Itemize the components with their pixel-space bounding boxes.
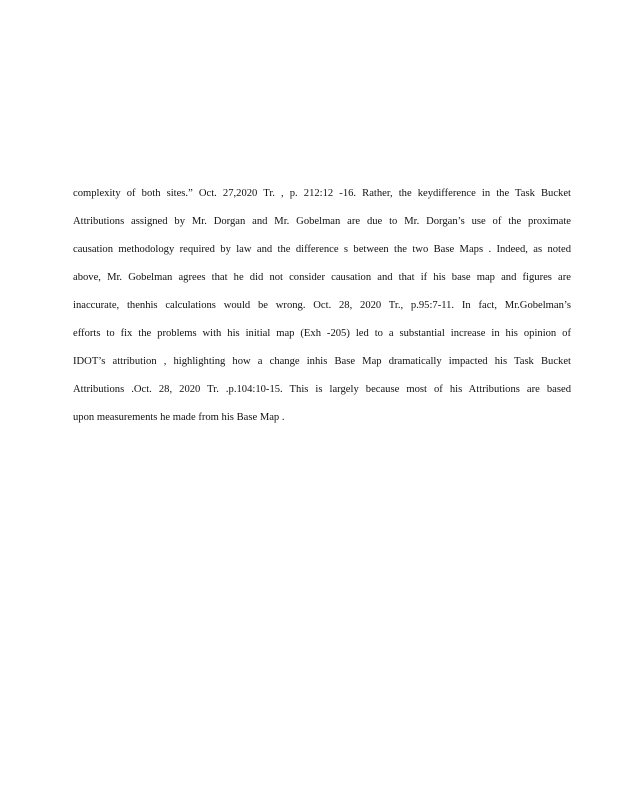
body-text-line: above, Mr. Gobelman agrees that he did not consider causation and that if his base map and figures are — [73, 272, 571, 283]
body-text-line: IDOT’s attribution , highlighting how a change inhis Base Map dramatically impacted his Task Bucket — [73, 356, 571, 367]
body-text-line: Attributions assigned by Mr. Dorgan and Mr. Gobelman are due to Mr. Dorgan’s use of the proximate — [73, 216, 571, 227]
body-text-line: causation methodology required by law and the difference s between the two Base Maps . Indeed, as noted — [73, 244, 571, 255]
body-text-line: Attributions .Oct. 28, 2020 Tr. .p.104:10-15. This is largely because most of his Attributions are based — [73, 384, 571, 395]
body-text-line: complexity of both sites.” Oct. 27,2020 Tr. , p. 212:12 -16. Rather, the keydifference in the Task Bucket — [73, 188, 571, 199]
body-text-line: inaccurate, thenhis calculations would be wrong. Oct. 28, 2020 Tr., p.95:7-11. In fact, Mr.Gobelman’s — [73, 300, 571, 311]
body-text-line: upon measurements he made from his Base Map . — [73, 412, 285, 423]
body-text-line: efforts to fix the problems with his initial map (Exh -205) led to a substantial increase in his opinion of — [73, 328, 571, 339]
